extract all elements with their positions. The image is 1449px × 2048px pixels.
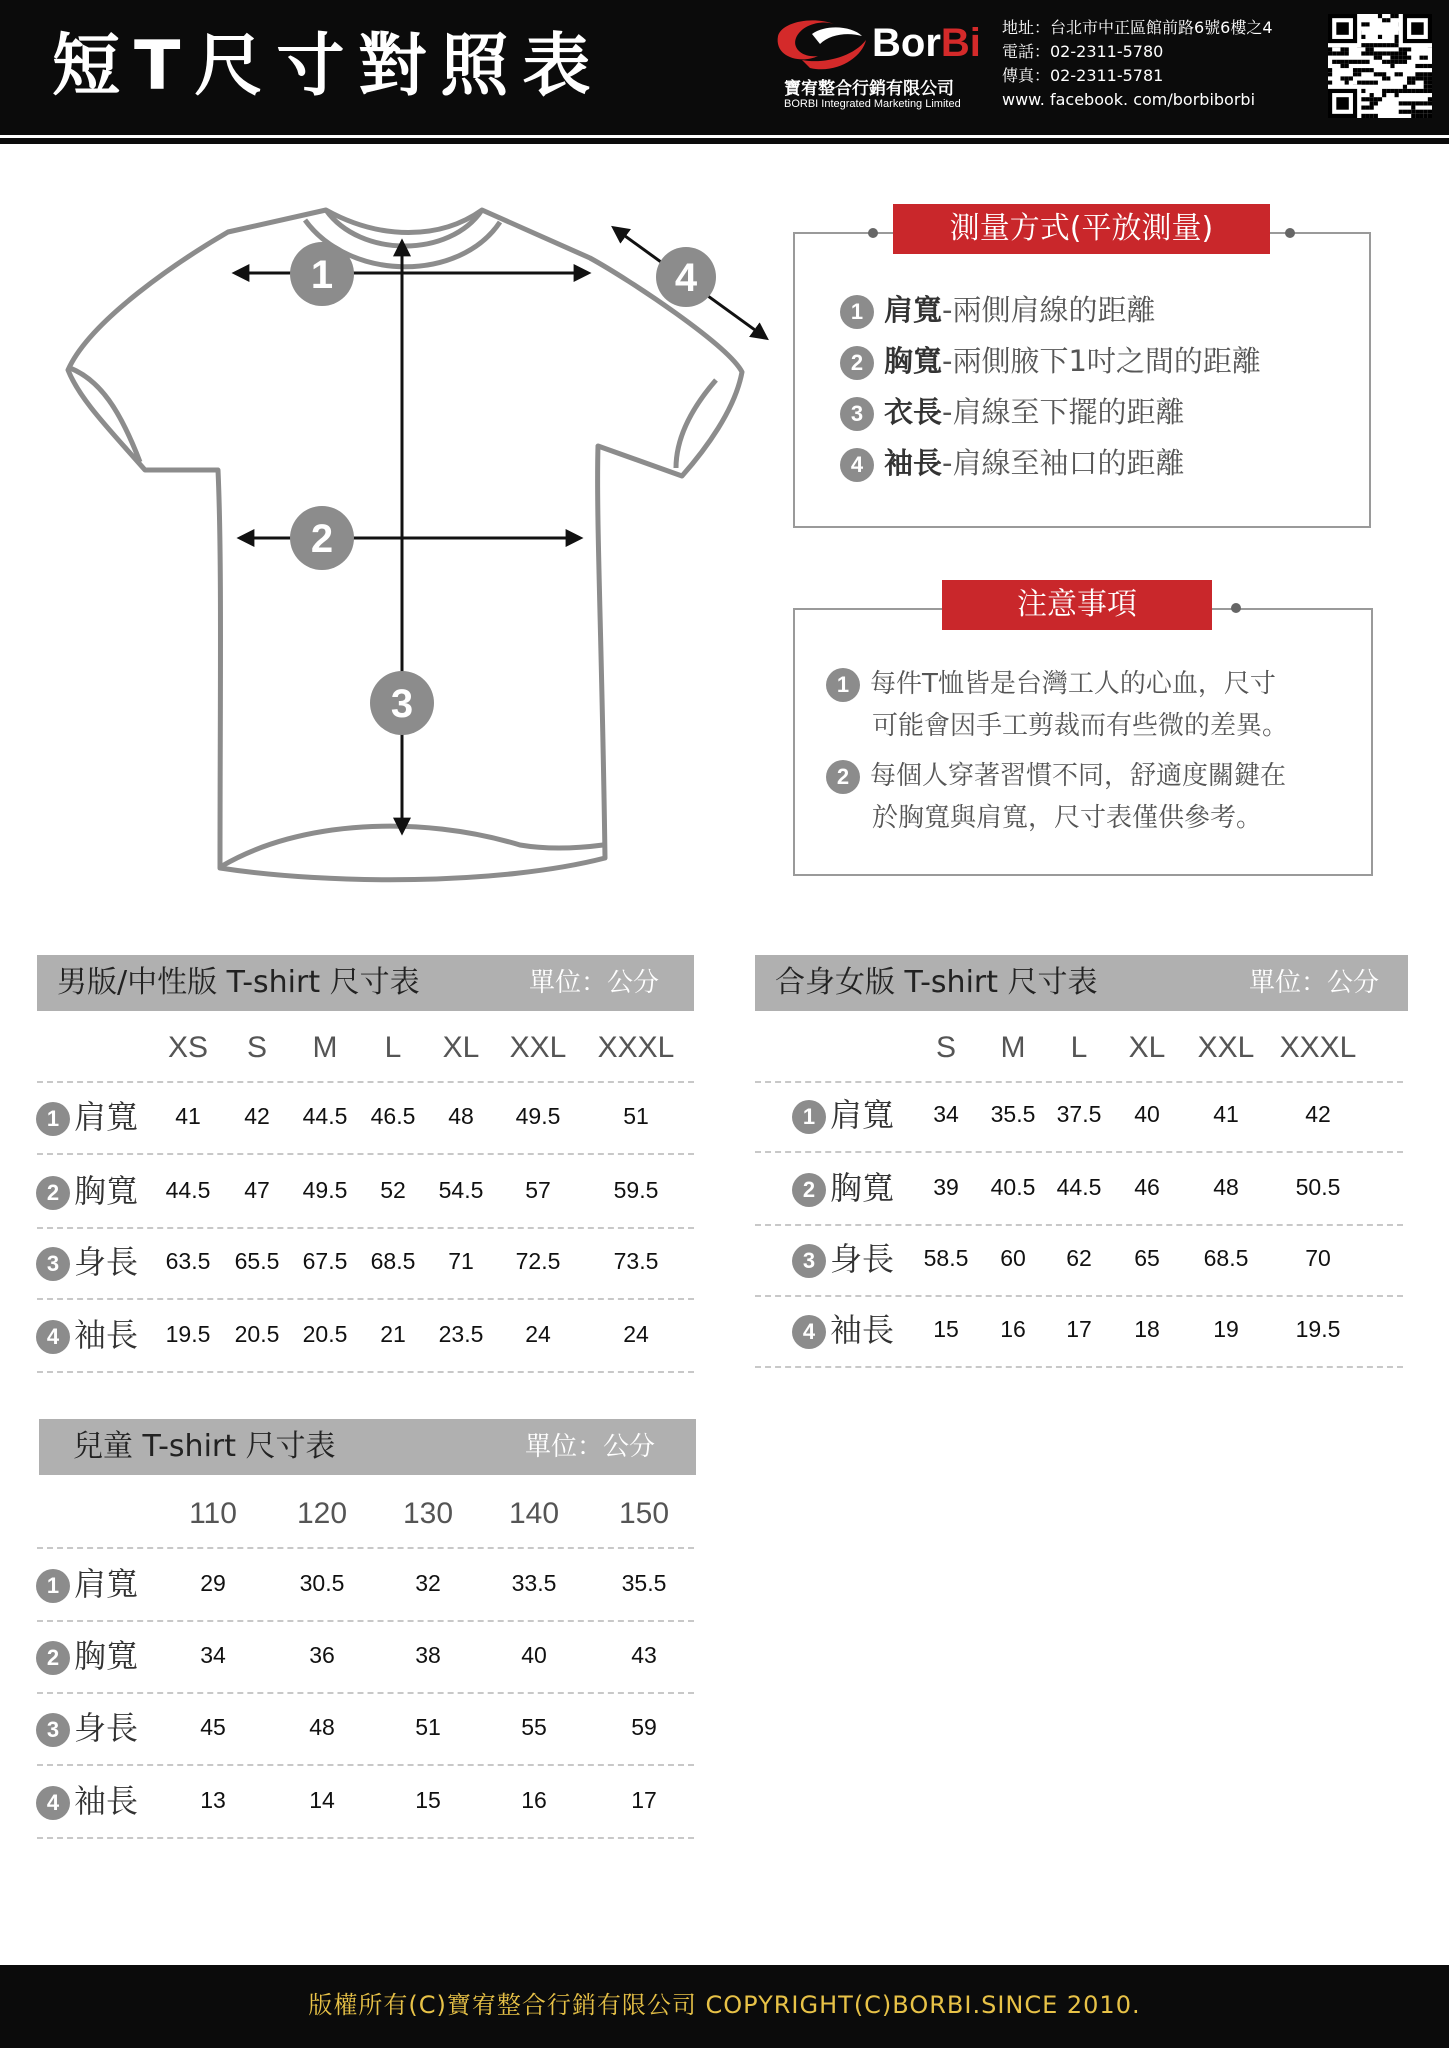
men-table-unit: 單位：公分	[529, 968, 660, 998]
header-divider	[0, 138, 1449, 144]
size-value: 43	[631, 1642, 657, 1668]
num-badge: 2	[792, 1173, 826, 1207]
size-value: 46.5	[370, 1103, 416, 1129]
size-header: XL	[442, 1031, 480, 1064]
size-value: 36	[309, 1642, 335, 1668]
size-value: 39	[933, 1174, 959, 1200]
size-header: S	[935, 1031, 956, 1064]
size-value: 59.5	[613, 1177, 659, 1203]
size-value: 30.5	[299, 1570, 345, 1596]
size-value: 14	[309, 1787, 335, 1813]
size-value: 68.5	[1203, 1245, 1249, 1271]
size-value: 44.5	[1056, 1174, 1102, 1200]
row-label: 2 胸寬	[36, 1636, 138, 1676]
kids-table-unit: 單位：公分	[525, 1432, 656, 1462]
size-value: 32	[415, 1570, 441, 1596]
row-label: 1 肩寬	[36, 1097, 138, 1137]
size-value: 54.5	[438, 1177, 484, 1203]
row-divider	[755, 1081, 1403, 1083]
size-value: 45	[200, 1714, 226, 1740]
size-value: 38	[415, 1642, 441, 1668]
address-text: 地址：台北市中正區館前路6號6樓之4	[1002, 18, 1273, 37]
women-table-title: 合身女版 T-shirt 尺寸表	[775, 965, 1098, 1000]
num-badge: 2	[36, 1176, 70, 1210]
row-divider	[37, 1298, 694, 1300]
row-divider	[37, 1620, 694, 1622]
size-value: 65	[1134, 1245, 1160, 1271]
size-value: 44.5	[165, 1177, 211, 1203]
row-divider	[37, 1764, 694, 1766]
row-divider	[755, 1295, 1403, 1297]
num-badge: 3	[840, 397, 874, 431]
size-value: 73.5	[613, 1248, 659, 1274]
contact-info	[1002, 16, 1273, 112]
size-value: 37.5	[1056, 1101, 1102, 1127]
size-value: 58.5	[923, 1245, 969, 1271]
size-value: 15	[933, 1316, 959, 1342]
chest-marker: 2	[310, 517, 334, 561]
copyright-text: 版權所有(C)寶宥整合行銷有限公司 COPYRIGHT(C)BORBI.SINCE 2010.	[308, 1991, 1141, 2019]
size-value: 55	[521, 1714, 547, 1740]
kids-table-title: 兒童 T-shirt 尺寸表	[73, 1429, 336, 1464]
page-title: 短T尺寸對照表	[52, 27, 605, 106]
size-value: 57	[525, 1177, 551, 1203]
kids-table-header	[39, 1419, 696, 1475]
size-value: 29	[200, 1570, 226, 1596]
size-value: 40	[521, 1642, 547, 1668]
row-label: 3 身長	[36, 1708, 138, 1748]
size-value: 49.5	[515, 1103, 561, 1129]
row-divider	[37, 1547, 694, 1549]
row-divider	[755, 1224, 1403, 1226]
note-item-2: 2 每個人穿著習慣不同，舒適度關鍵在 於胸寬與肩寬，尺寸表僅供參考。	[826, 755, 1286, 839]
size-header: XS	[167, 1031, 209, 1064]
company-name-cn: 寶宥整合行銷有限公司	[784, 79, 954, 99]
size-value: 51	[623, 1103, 649, 1129]
size-value: 48	[448, 1103, 474, 1129]
phone-text: 電話：02-2311-5780	[1002, 42, 1164, 61]
size-value: 34	[933, 1101, 959, 1127]
num-badge: 2	[840, 346, 874, 380]
size-value: 24	[623, 1321, 649, 1347]
men-table-header	[37, 955, 694, 1011]
tshirt-diagram	[55, 190, 775, 890]
row-divider	[37, 1371, 694, 1373]
row-divider	[755, 1151, 1403, 1153]
row-label: 2 胸寬	[36, 1171, 138, 1211]
size-value: 44.5	[302, 1103, 348, 1129]
size-header: 150	[618, 1497, 670, 1530]
num-badge: 2	[826, 760, 860, 794]
size-value: 20.5	[234, 1321, 280, 1347]
num-badge: 3	[36, 1713, 70, 1747]
size-value: 41	[175, 1103, 201, 1129]
size-value: 42	[244, 1103, 270, 1129]
size-value: 62	[1066, 1245, 1092, 1271]
num-badge: 4	[792, 1315, 826, 1349]
size-value: 70	[1305, 1245, 1331, 1271]
size-value: 16	[521, 1787, 547, 1813]
row-label: 2 胸寬	[792, 1168, 894, 1208]
measure-item-length: 3 衣長-肩線至下擺的距離	[840, 392, 1184, 432]
borbi-logo-icon	[772, 14, 872, 74]
size-value: 59	[631, 1714, 657, 1740]
size-value: 47	[244, 1177, 270, 1203]
size-value: 20.5	[302, 1321, 348, 1347]
size-value: 19.5	[165, 1321, 211, 1347]
size-value: 23.5	[438, 1321, 484, 1347]
size-header: S	[246, 1031, 267, 1064]
size-header: 140	[508, 1497, 560, 1530]
num-badge: 2	[36, 1641, 70, 1675]
num-badge: 4	[36, 1320, 70, 1354]
num-badge: 1	[792, 1100, 826, 1134]
size-header: M	[312, 1031, 338, 1064]
size-header: XXXL	[597, 1031, 675, 1064]
measure-dot-left	[868, 228, 878, 238]
row-divider	[37, 1153, 694, 1155]
women-table-unit: 單位：公分	[1249, 968, 1380, 998]
row-label: 4 袖長	[36, 1781, 138, 1821]
size-value: 49.5	[302, 1177, 348, 1203]
notes-title: 注意事項	[942, 580, 1212, 630]
num-badge: 1	[840, 295, 874, 329]
size-value: 16	[1000, 1316, 1026, 1342]
size-header: 120	[296, 1497, 348, 1530]
length-marker: 3	[390, 682, 414, 726]
size-value: 13	[200, 1787, 226, 1813]
measure-item-sleeve: 4 袖長-肩線至袖口的距離	[840, 443, 1184, 483]
size-value: 18	[1134, 1316, 1160, 1342]
size-value: 33.5	[511, 1570, 557, 1596]
note-item-1: 1 每件T恤皆是台灣工人的心血，尺寸 可能會因手工剪裁而有些微的差異。	[826, 663, 1288, 747]
row-label: 4 袖長	[36, 1315, 138, 1355]
num-badge: 1	[36, 1569, 70, 1603]
num-badge: 4	[840, 448, 874, 482]
company-name-en: BORBI Integrated Marketing Limited	[784, 98, 961, 110]
size-value: 72.5	[515, 1248, 561, 1274]
size-value: 21	[380, 1321, 406, 1347]
size-value: 19	[1213, 1316, 1239, 1342]
row-divider	[37, 1081, 694, 1083]
measure-item-chest: 2 胸寬-兩側腋下1吋之間的距離	[840, 341, 1261, 381]
row-label: 3 身長	[36, 1242, 138, 1282]
size-value: 34	[200, 1642, 226, 1668]
num-badge: 3	[36, 1247, 70, 1281]
size-header: 110	[189, 1497, 237, 1530]
fax-text: 傳真：02-2311-5781	[1002, 66, 1164, 85]
row-label: 1 肩寬	[36, 1564, 138, 1604]
row-label: 1 肩寬	[792, 1095, 894, 1135]
size-header: L	[1070, 1031, 1088, 1064]
row-label: 4 袖長	[792, 1310, 894, 1350]
row-label: 3 身長	[792, 1239, 894, 1279]
row-divider	[37, 1837, 694, 1839]
size-value: 46	[1134, 1174, 1160, 1200]
size-value: 65.5	[234, 1248, 280, 1274]
measure-dot-right	[1285, 228, 1295, 238]
brand-name: BorBi	[872, 21, 981, 65]
size-value: 68.5	[370, 1248, 416, 1274]
size-value: 51	[415, 1714, 441, 1740]
row-divider	[37, 1227, 694, 1229]
size-value: 17	[631, 1787, 657, 1813]
size-header: M	[1000, 1031, 1026, 1064]
size-header: XXXL	[1279, 1031, 1357, 1064]
size-value: 17	[1066, 1316, 1092, 1342]
row-divider	[755, 1366, 1403, 1368]
num-badge: 4	[36, 1786, 70, 1820]
size-value: 48	[309, 1714, 335, 1740]
num-badge: 3	[792, 1244, 826, 1278]
num-badge: 1	[36, 1102, 70, 1136]
size-value: 42	[1305, 1101, 1331, 1127]
size-header: 130	[402, 1497, 454, 1530]
num-badge: 1	[826, 668, 860, 702]
size-value: 52	[380, 1177, 406, 1203]
qr-code-icon[interactable]	[1328, 14, 1432, 118]
sleeve-marker: 4	[674, 256, 698, 300]
size-value: 15	[415, 1787, 441, 1813]
women-table-header	[755, 955, 1408, 1011]
size-value: 63.5	[165, 1248, 211, 1274]
notes-dot-right	[1231, 603, 1241, 613]
size-value: 71	[448, 1248, 474, 1274]
size-value: 40	[1134, 1101, 1160, 1127]
size-header: XXL	[509, 1031, 567, 1064]
size-value: 67.5	[302, 1248, 348, 1274]
size-value: 19.5	[1295, 1316, 1341, 1342]
size-header: L	[384, 1031, 402, 1064]
shoulder-marker: 1	[310, 253, 334, 297]
measure-item-shoulder: 1 肩寬-兩側肩線的距離	[840, 290, 1155, 330]
size-value: 35.5	[621, 1570, 667, 1596]
size-header: XXL	[1197, 1031, 1255, 1064]
website-link[interactable]: www. facebook. com/borbiborbi	[1002, 90, 1256, 109]
size-header: XL	[1128, 1031, 1166, 1064]
size-value: 50.5	[1295, 1174, 1341, 1200]
size-value: 48	[1213, 1174, 1239, 1200]
men-table-title: 男版/中性版 T-shirt 尺寸表	[57, 965, 420, 1000]
size-value: 41	[1213, 1101, 1239, 1127]
measure-title: 測量方式(平放測量)	[893, 204, 1270, 254]
size-value: 35.5	[990, 1101, 1036, 1127]
row-divider	[37, 1692, 694, 1694]
size-value: 24	[525, 1321, 551, 1347]
size-value: 40.5	[990, 1174, 1036, 1200]
size-value: 60	[1000, 1245, 1026, 1271]
